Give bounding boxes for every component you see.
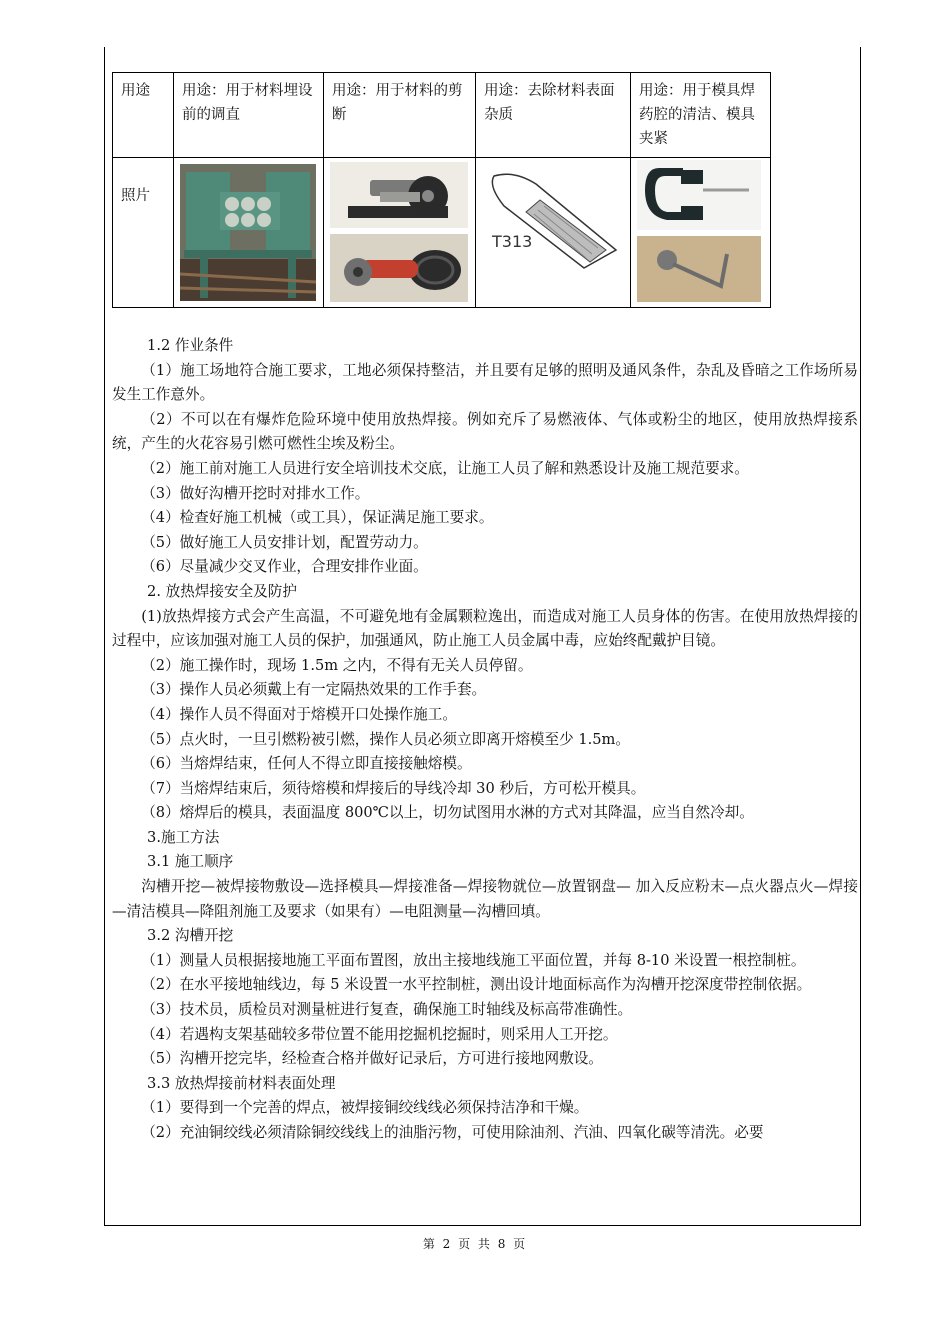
paragraph: （2）充油铜绞线必须清除铜绞线线上的油脂污物，可使用除油剂、汽油、四氧化碳等清洗。必要 <box>141 1124 764 1141</box>
photo-cutter-cell <box>324 158 476 308</box>
paragraph: （1）施工场地符合施工要求，工地必须保持整洁，并且要有足够的照明及通风条件，杂乱及昏暗之工作场所易发生工作意外。 <box>112 361 858 404</box>
section-heading: 3.3 放热焊接前材料表面处理 <box>147 1074 336 1092</box>
use-cutter: 用途：用于材料的剪断 <box>324 73 476 158</box>
section-heading: 1.2 作业条件 <box>147 337 234 354</box>
paragraph: （2）不可以在有爆炸危险环境中使用放热焊接。例如充斥了易燃液体、气体或粉尘的地区，使用放热焊接系统，产生的火花容易引燃可燃性尘埃及粉尘。 <box>112 410 858 453</box>
paragraph: （6）尽量减少交叉作业，合理安排作业面。 <box>141 558 428 576</box>
section-heading: 3.1 施工顺序 <box>147 853 234 871</box>
use-clamp: 用途：用于模具焊药腔的清洁、模具夹紧 <box>631 73 771 158</box>
paragraph: 沟槽开挖—被焊接物敷设—选择模具—焊接准备—焊接物就位—放置钢盘— 加入反应粉末—点火器点火—焊接—清洁模具—降阻剂施工及要求（如果有）—电阻测量—沟槽回填。 <box>112 878 858 920</box>
paragraph: （5）点火时，一旦引燃粉被引燃，操作人员必须立即离开熔模至少 1.5m。 <box>141 730 630 748</box>
section-heading: 3.施工方法 <box>147 828 220 846</box>
section-heading: 3.2 沟槽开挖 <box>147 927 234 945</box>
page-footer: 第 2 页 共 8 页 <box>422 1237 528 1251</box>
brush-tag: T313 <box>492 232 533 251</box>
photo-brush-cell <box>476 158 631 308</box>
photo-label <box>113 158 174 308</box>
paragraph: （6）当熔焊结束，任何人不得立即直接接触熔模。 <box>141 755 472 773</box>
body-text <box>112 334 858 1146</box>
paragraph: （2）施工操作时，现场 1.5m 之内，不得有无关人员停留。 <box>141 656 533 674</box>
cutoff-saw-photo <box>330 162 468 228</box>
paragraph: （3）做好沟槽开挖时对排水工作。 <box>141 484 370 502</box>
paragraph: （5）做好施工人员安排计划，配置劳动力。 <box>141 533 428 551</box>
photo-label-text: 照片 <box>121 188 150 204</box>
paragraph: （1）测量人员根据接地施工平面布置图，放出主接地线施工平面位置，并每 8-10 米设置一根控制桩。 <box>141 951 806 969</box>
wire-brush-photo <box>484 166 620 271</box>
photo-clamp-cell <box>631 158 771 308</box>
photo-row <box>113 158 771 308</box>
c-clamp-photo <box>637 160 761 230</box>
paragraph: （4）若遇构支架基础较多带位置不能用挖掘机挖掘时，则采用人工开挖。 <box>141 1025 618 1043</box>
paragraph: （2）在水平接地轴线边，每 5 米设置一水平控制桩，测出设计地面标高作为沟槽开挖深度带控制依据。 <box>141 976 812 994</box>
use-wire-brush: 用途：去除材料表面杂质 <box>476 73 631 158</box>
use-straightener: 用途：用于材料埋设前的调直 <box>174 73 324 158</box>
rod-photo <box>637 236 761 302</box>
paragraph: （5）沟槽开挖完毕，经检查合格并做好记录后，方可进行接地网敷设。 <box>141 1050 603 1068</box>
section-heading: 2. 放热焊接安全及防护 <box>147 582 297 600</box>
paragraph: （1）要得到一个完善的焊点，被焊接铜绞线线必须保持洁净和干燥。 <box>141 1099 589 1117</box>
use-label: 用途 <box>113 73 174 158</box>
paragraph: （3）操作人员必须戴上有一定隔热效果的工作手套。 <box>141 681 487 699</box>
paragraph: (1)放热焊接方式会产生高温，不可避免地有金属颗粒逸出，而造成对施工人员身体的伤害。在使用放热焊接的过程中，应该加强对施工人员的保护，加强通风，防止施工人员金属中毒，应始终配戴护目镜。 <box>112 607 858 650</box>
paragraph: （2）施工前对施工人员进行安全培训技术交底，让施工人员了解和熟悉设计及施工规范要求。 <box>141 459 749 477</box>
paragraph: （4）检查好施工机械（或工具），保证满足施工要求。 <box>141 509 494 527</box>
tools-table <box>112 72 771 308</box>
paragraph: （3）技术员，质检员对测量桩进行复查，确保施工时轴线及标高带准确性。 <box>141 1001 633 1019</box>
rebar-straightener-photo <box>180 164 316 301</box>
paragraph: （7）当熔焊结束后，须待熔模和焊接后的导线冷却 30 秒后，方可松开模具。 <box>141 779 646 797</box>
angle-grinder-photo <box>330 234 468 302</box>
use-row <box>113 73 771 158</box>
paragraph: （4）操作人员不得面对于熔模开口处操作施工。 <box>141 705 457 723</box>
photo-straightener-cell <box>174 158 324 308</box>
paragraph: （8）熔焊后的模具，表面温度 800℃以上，切勿试图用水淋的方式对其降温，应当自然冷却。 <box>141 804 754 822</box>
